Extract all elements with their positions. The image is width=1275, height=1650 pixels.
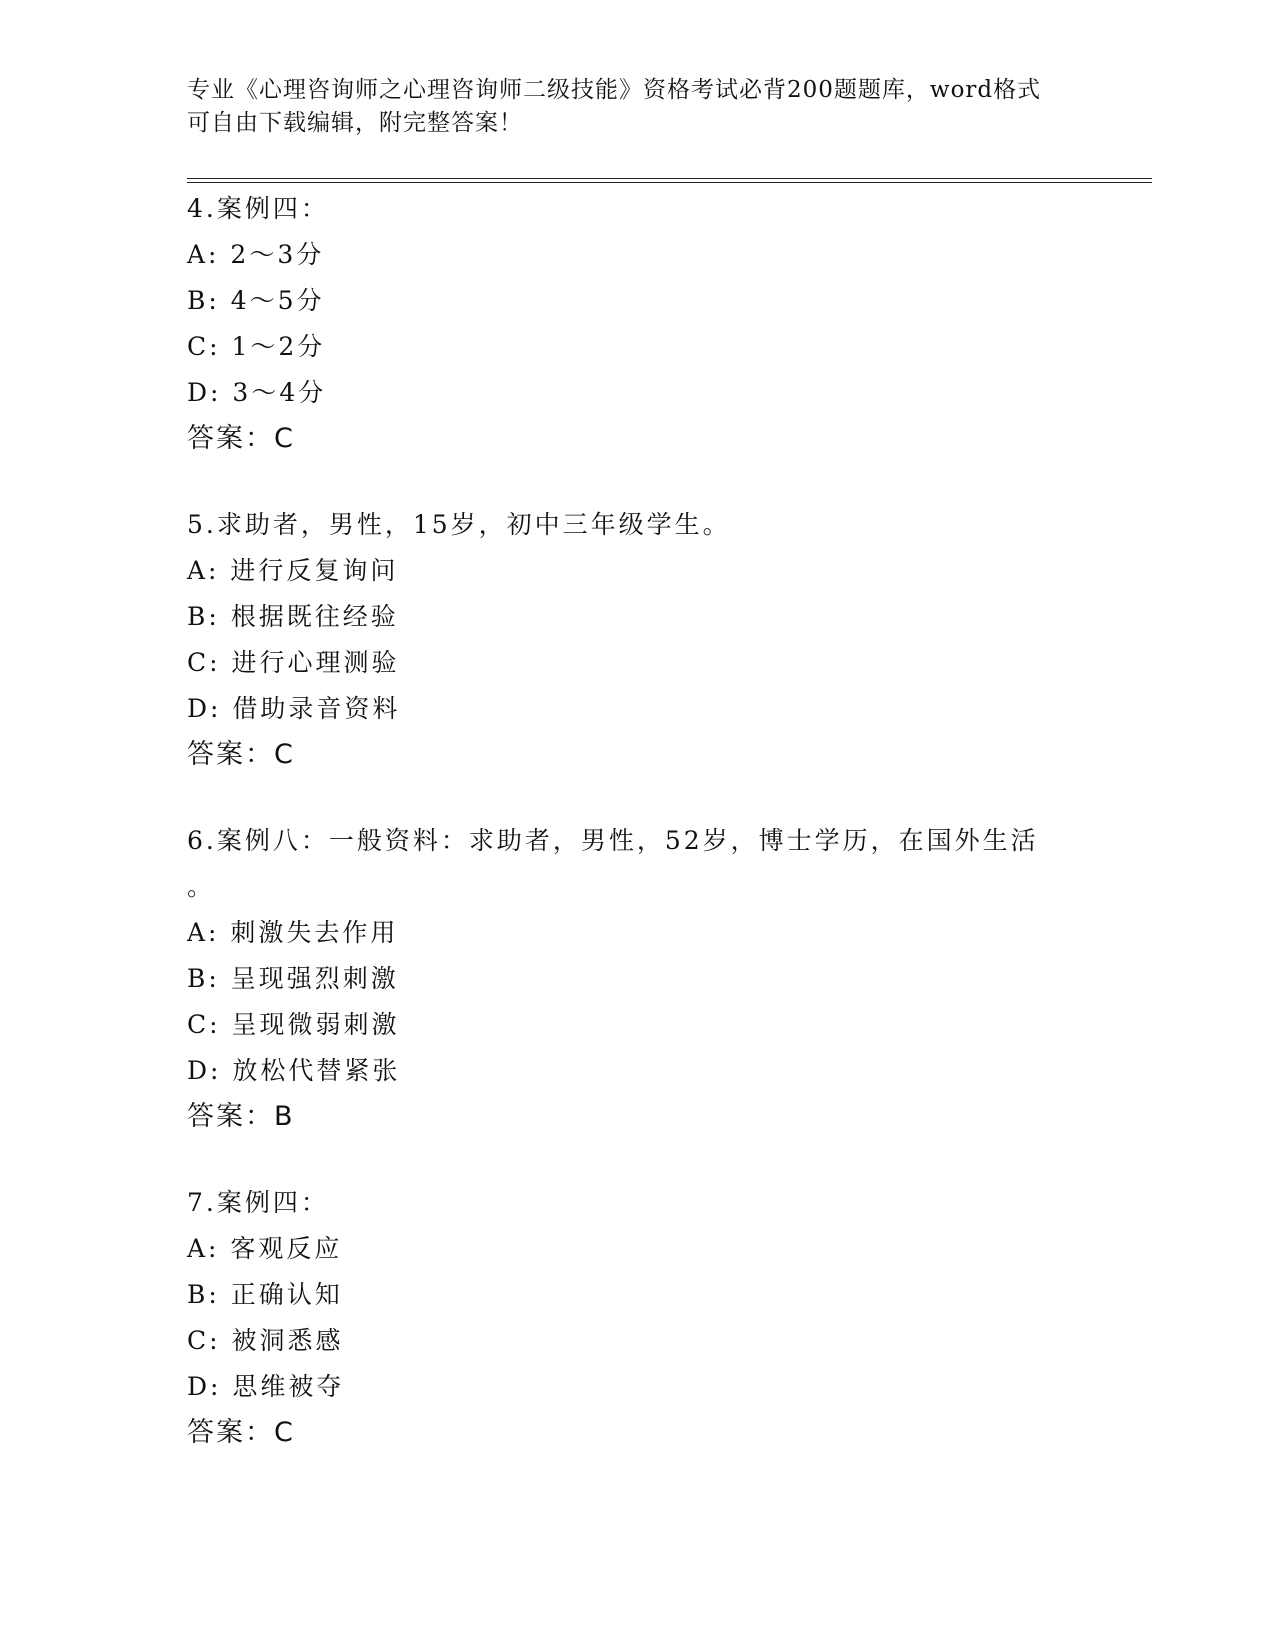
option-d: D: 借助录音资料 [187, 694, 401, 723]
option-d: D: 3～4分 [187, 378, 327, 407]
question-6 [187, 818, 1087, 1140]
option-a: A: 2～3分 [187, 240, 325, 269]
question-stem: 7.案例四： [187, 1188, 329, 1217]
option-b: B: 正确认知 [187, 1280, 343, 1309]
question-stem: 4.案例四： [187, 194, 329, 223]
option-c: C: 呈现微弱刺激 [187, 1010, 400, 1039]
header-line-1: 专业《心理咨询师之心理咨询师二级技能》资格考试必背200题题库，word格式 [187, 77, 1042, 103]
header-divider [187, 178, 1152, 183]
question-stem: 6.案例八：一般资料：求助者，男性，52岁，博士学历，在国外生活 [187, 826, 1039, 855]
answer-line: 答案：B [187, 1101, 295, 1132]
answer-line: 答案：C [187, 1417, 295, 1448]
answer-line: 答案：C [187, 423, 295, 454]
option-a: A: 客观反应 [187, 1234, 343, 1263]
option-c: C: 被洞悉感 [187, 1326, 344, 1355]
option-c: C: 进行心理测验 [187, 648, 400, 677]
option-b: B: 呈现强烈刺激 [187, 964, 399, 993]
option-b: B: 根据既往经验 [187, 602, 399, 631]
question-stem-continuation: 。 [187, 872, 213, 901]
option-a: A: 刺激失去作用 [187, 918, 399, 947]
question-stem: 5.求助者，男性，15岁，初中三年级学生。 [187, 510, 731, 539]
header-line-2: 可自由下载编辑，附完整答案！ [187, 110, 523, 136]
document-header [187, 74, 1067, 140]
option-c: C: 1～2分 [187, 332, 326, 361]
question-5 [187, 502, 1087, 778]
option-d: D: 放松代替紧张 [187, 1056, 401, 1085]
answer-line: 答案：C [187, 739, 295, 770]
question-4 [187, 186, 1087, 462]
option-a: A: 进行反复询问 [187, 556, 399, 585]
option-b: B: 4～5分 [187, 286, 325, 315]
question-7 [187, 1180, 1087, 1456]
option-d: D: 思维被夺 [187, 1372, 345, 1401]
